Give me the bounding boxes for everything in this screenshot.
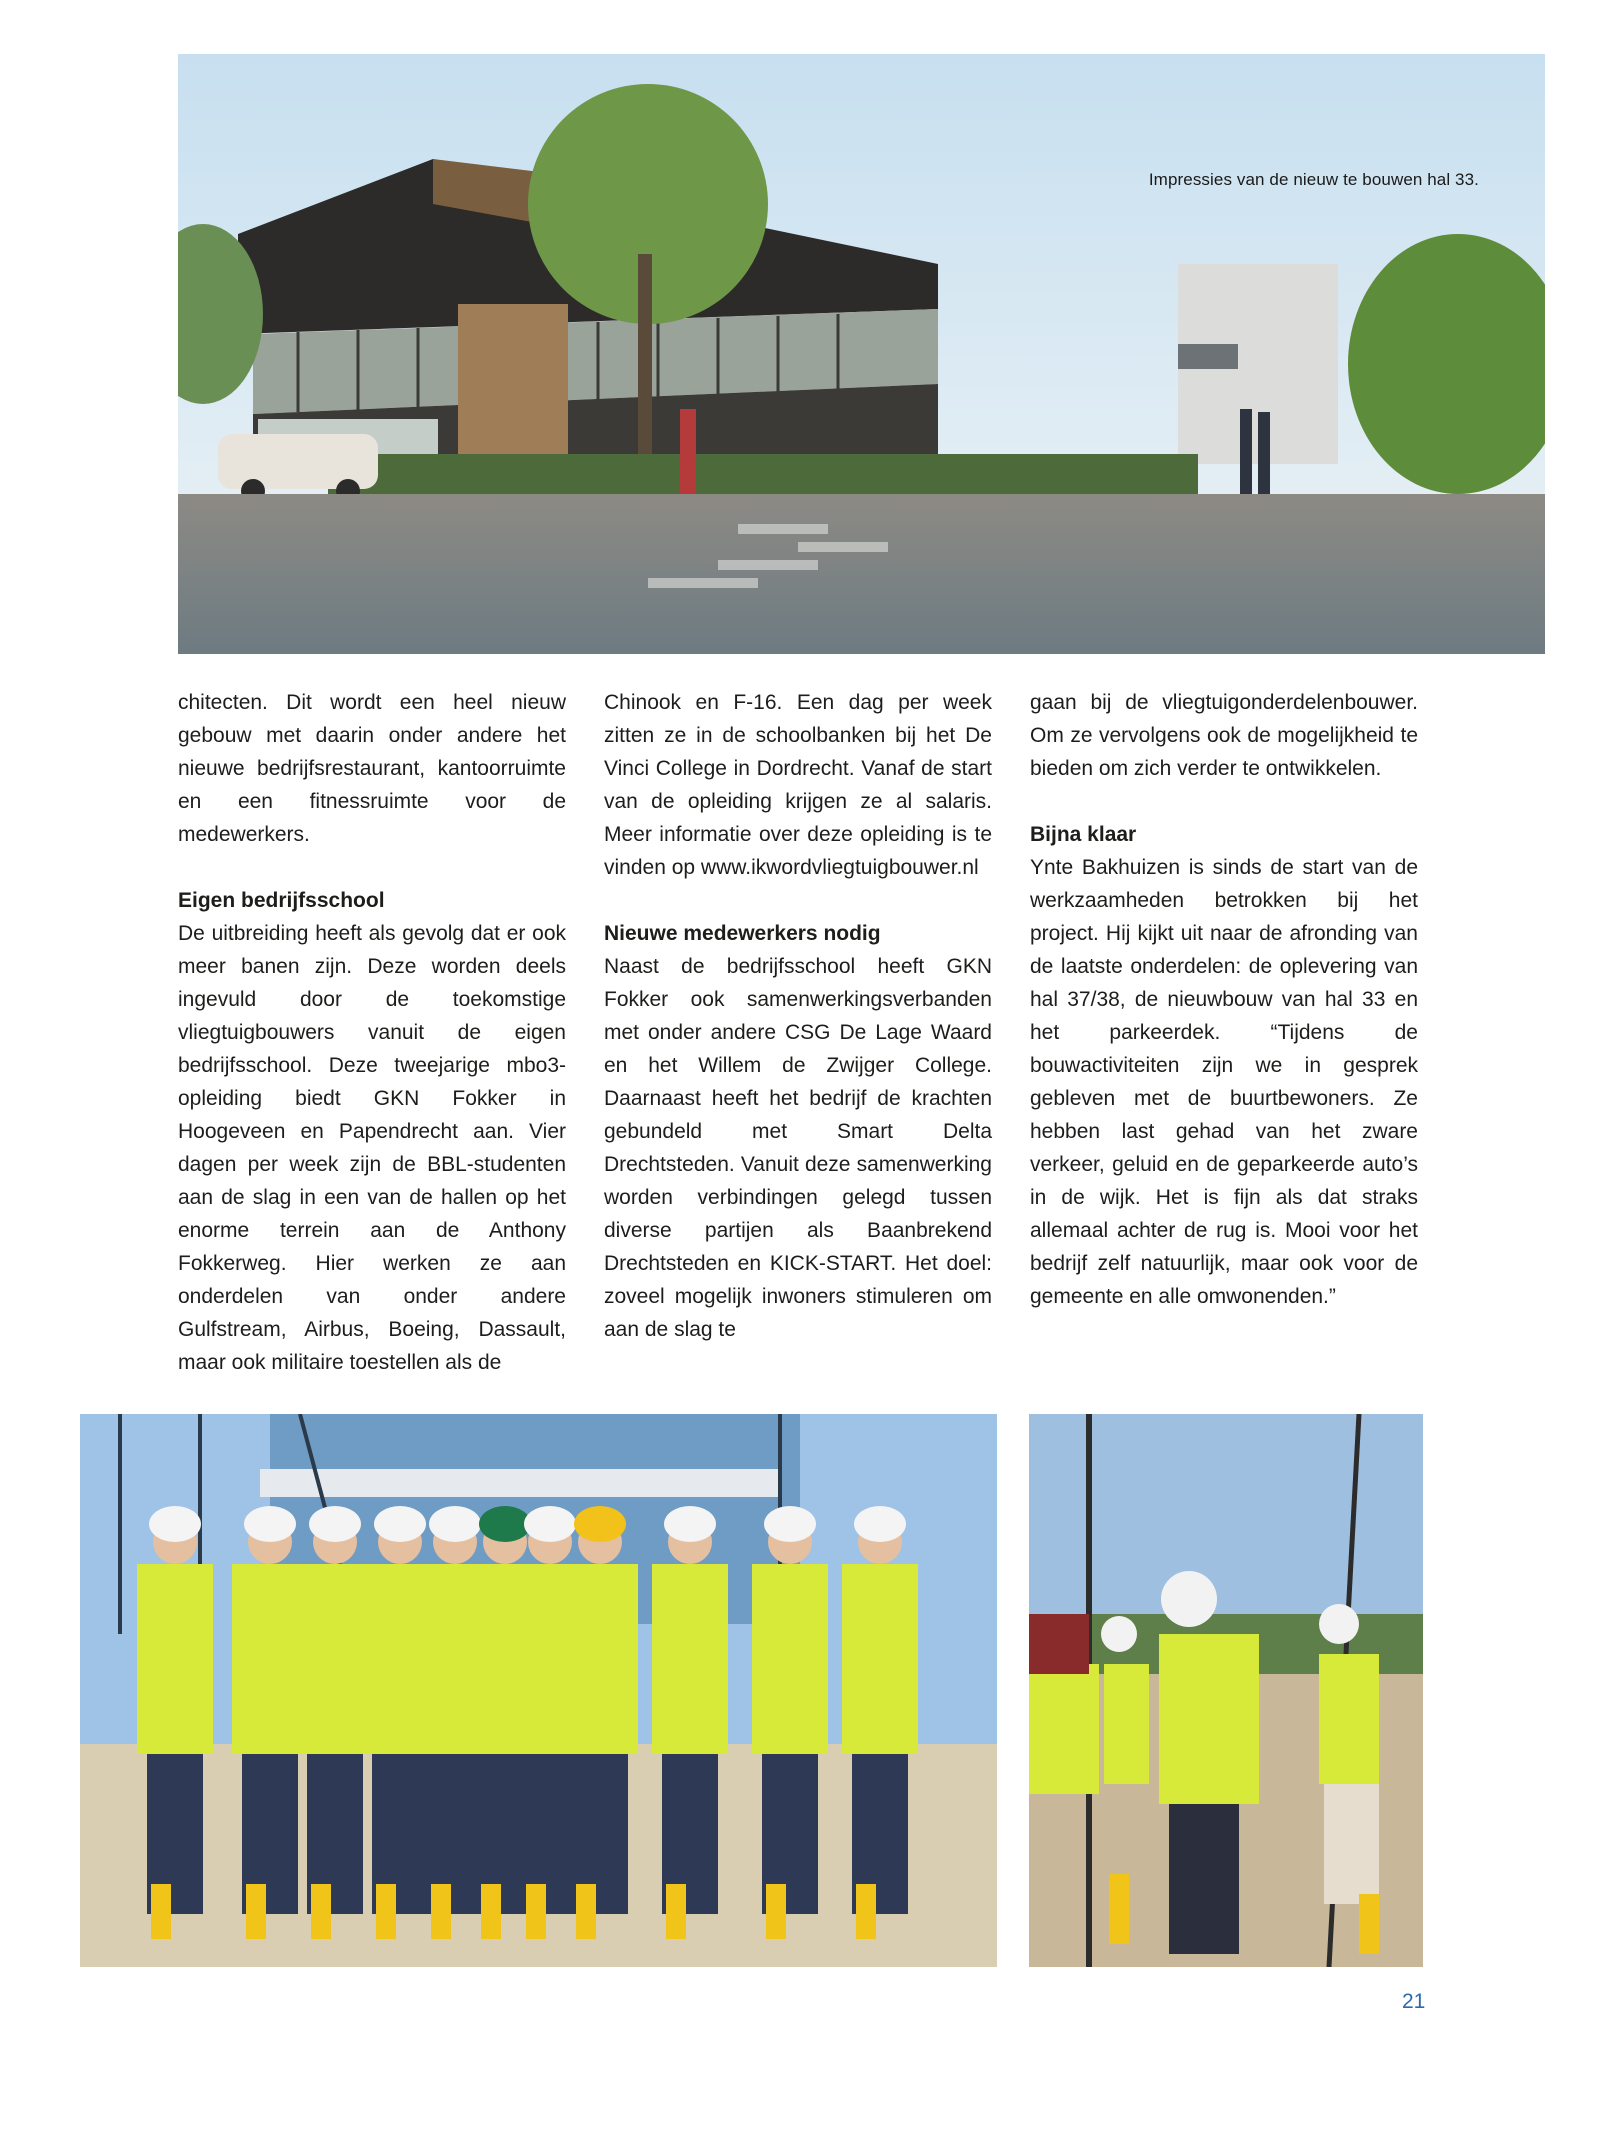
subheading-bijna-klaar: Bijna klaar (1030, 823, 1137, 846)
group-photo-person (297, 1506, 373, 1939)
group-photo-illustration (80, 1414, 997, 1967)
article-column-1 (178, 686, 566, 1379)
paragraph: Naast de bedrijfsschool heeft GKN Fokker ook samenwerkingsverbanden met onder andere CSG De Lage Waard en het Willem de Zwijger College. Daarnaast heeft het bedrijf de krachten gebundeld met Smart Delta Drechtsteden. Vanuit deze samenwerking worden verbindingen gelegd tussen diverse partijen als Baanbrekend Drechtsteden en KICK-START. Het doel: zoveel mogelijk inwoners stimuleren om aan de slag te (604, 955, 992, 1341)
page-number: 21 (1402, 1990, 1426, 2013)
paragraph: De uitbreiding heeft als gevolg dat er ook meer banen zijn. Deze worden deels ingevuld door de toekomstige vliegtuigbouwers vanuit de eigen bedrijfsschool. Deze tweejarige mbo3-opleiding biedt GKN Fokker in Hoogeveen en Papendrecht aan. Vier dagen per week zijn de BBL-studenten aan de slag in een van de hallen op het enorme terrein aan de Anthony Fokkerweg. Hier werken ze aan onderdelen van onder andere Gulfstream, Airbus, Boeing, Dassault, maar ook militaire toestellen als de (178, 922, 566, 1374)
group-photo-person (752, 1506, 828, 1939)
hero-image-caption: Impressies van de nieuw te bouwen hal 33. (1148, 170, 1479, 189)
group-photo-person (652, 1506, 728, 1939)
side-photo-pile-ceremony (1029, 1414, 1423, 1967)
building-render-illustration (178, 54, 1545, 654)
hero-image-hall-33-impression (178, 54, 1545, 654)
group-photo-person (842, 1506, 918, 1939)
article-column-2 (604, 686, 992, 1346)
paragraph: Chinook en F-16. Een dag per week zitten ze in de schoolbanken bij het De Vinci College in Dordrecht. Vanaf de start van de opleiding krijgen ze al salaris. Meer informatie over deze opleiding is te vinden op www.ikwordvliegtuigbouwer.nl (604, 691, 992, 879)
group-photo-person (232, 1506, 308, 1939)
group-photo-person (137, 1506, 213, 1939)
paragraph: chitecten. Dit wordt een heel nieuw gebouw met daarin onder andere het nieuwe bedrijfsrestaurant, kantoorruimte en een fitnessruimte voor de medewerkers. (178, 691, 566, 846)
group-photo-construction-site (80, 1414, 997, 1967)
article-column-3 (1030, 686, 1418, 1313)
subheading-nieuwe-medewerkers-nodig: Nieuwe medewerkers nodig (604, 922, 881, 945)
paragraph: gaan bij de vliegtuigonderdelenbouwer. Om ze vervolgens ook de mogelijkheid te bieden om zich verder te ontwikkelen. (1030, 691, 1418, 780)
subheading-eigen-bedrijfsschool: Eigen bedrijfsschool (178, 889, 385, 912)
side-photo-illustration (1029, 1414, 1423, 1967)
group-photo-person (562, 1506, 638, 1939)
paragraph: Ynte Bakhuizen is sinds de start van de werkzaamheden betrokken bij het project. Hij kijkt uit naar de afronding van de laatste onderdelen: de oplevering van hal 37/38, de nieuwbouw van hal 33 en het parkeerdek. “Tijdens de bouwactiviteiten zijn we in gesprek gebleven met de buurtbewoners. Ze hebben last gehad van het zware verkeer, geluid en de geparkeerde auto’s in de wijk. Het is fijn als dat straks allemaal achter de rug is. Mooi voor het bedrijf zelf natuurlijk, maar ook voor de gemeente en alle omwonenden.” (1030, 856, 1418, 1308)
